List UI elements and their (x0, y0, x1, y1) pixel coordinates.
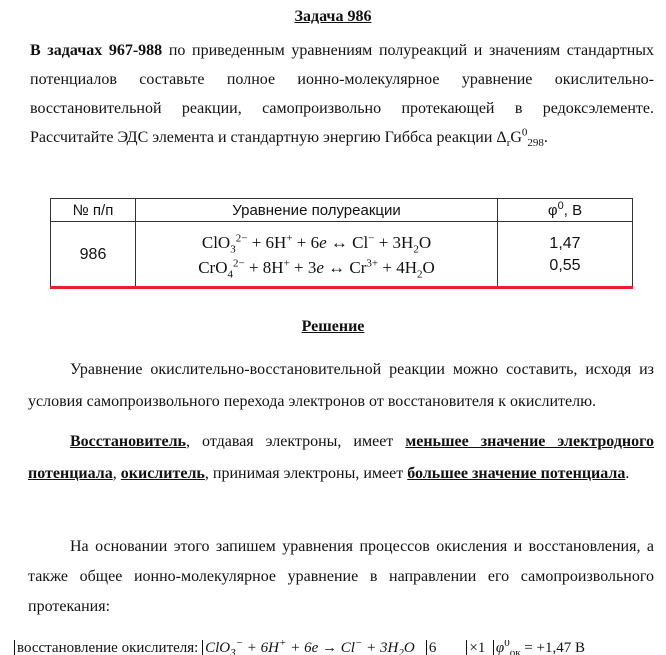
potential-values (498, 222, 633, 288)
col-equation-header: Уравнение полуреакции (136, 199, 498, 222)
paragraph-3: На основании этого запишем уравнения процессов окисления и восстановления, а также общее ионно-молекулярное уравнение в направлении его самопроизвольного протекания: (28, 538, 654, 615)
equation-chromate: CrO$_4^{2-}$ + 8H+ + 3e ↔ $Cr^{3+} + 4H_2O$ (198, 256, 435, 280)
term-lower-potential: меньшее значение электродного потенциала (28, 433, 654, 482)
equation-chlorate: ClO$_3^{2-}$ + 6H+ + 6e ↔ $Cl^- + 3H_2O$ (201, 231, 432, 255)
reduction-label: восстановление окислителя: (14, 640, 198, 655)
term-oxidizer: окислитель (120, 465, 205, 482)
potential-2: 0,55 (549, 256, 581, 274)
gibbs-symbol: $\Delta_rG^0_{298}$. (496, 126, 548, 150)
text-segment: . (625, 465, 630, 482)
table-row (51, 222, 633, 288)
col-potential-header: $\varphi^0$, В (498, 199, 633, 222)
row-number: 986 (51, 222, 136, 288)
potential-1: 1,47 (549, 234, 581, 252)
paragraph-1: Уравнение окислительно-восстановительной реакции можно составить, исходя из условия самопроизвольного перехода электронов от восстановителя к окислителю. (28, 361, 654, 410)
reduction-equation-line (14, 640, 664, 655)
text-segment: , (112, 465, 121, 482)
half-reaction-equations (136, 222, 498, 288)
task-text: по приведенным уравнениям полуреакций и значениям стандартных потенциалов составьте полное ионно-молекулярное уравнение окислительно-восстановительной реакции, самопроизвольно протекающей в редоксэлементе. Рассчитайте ЭДС элемента и стандартную энергию Гиббса реакции (30, 42, 655, 146)
task-title: Задача 986 (294, 8, 372, 25)
task-range: В задачах 967-988 (30, 42, 163, 59)
table-header-row (51, 199, 633, 222)
reduction-potential-value: = +1,47 В (524, 640, 585, 655)
reduction-potential: $\varphi^0_{ок} = +1,47$ В (493, 640, 585, 655)
term-reducer: Восстановитель (70, 433, 187, 450)
half-reactions-table (50, 198, 633, 288)
text-segment: , принимая электроны, имеет (204, 465, 408, 482)
multiplier: ×1 (466, 640, 485, 655)
text-segment: , отдавая электроны, имеет (186, 433, 406, 450)
reduction-equation: $ClO_3^- + 6H^+ + 6e \to Cl^- + 3H_2O$ (202, 640, 415, 655)
paragraph-2 (28, 426, 654, 490)
col-number-header: № п/п (51, 199, 136, 222)
task-statement (30, 36, 654, 152)
red-underline (50, 286, 633, 289)
electron-count: 6 (426, 640, 437, 655)
solution-title: Решение (301, 318, 365, 335)
term-higher-potential: большее значение потенциала (407, 465, 626, 482)
